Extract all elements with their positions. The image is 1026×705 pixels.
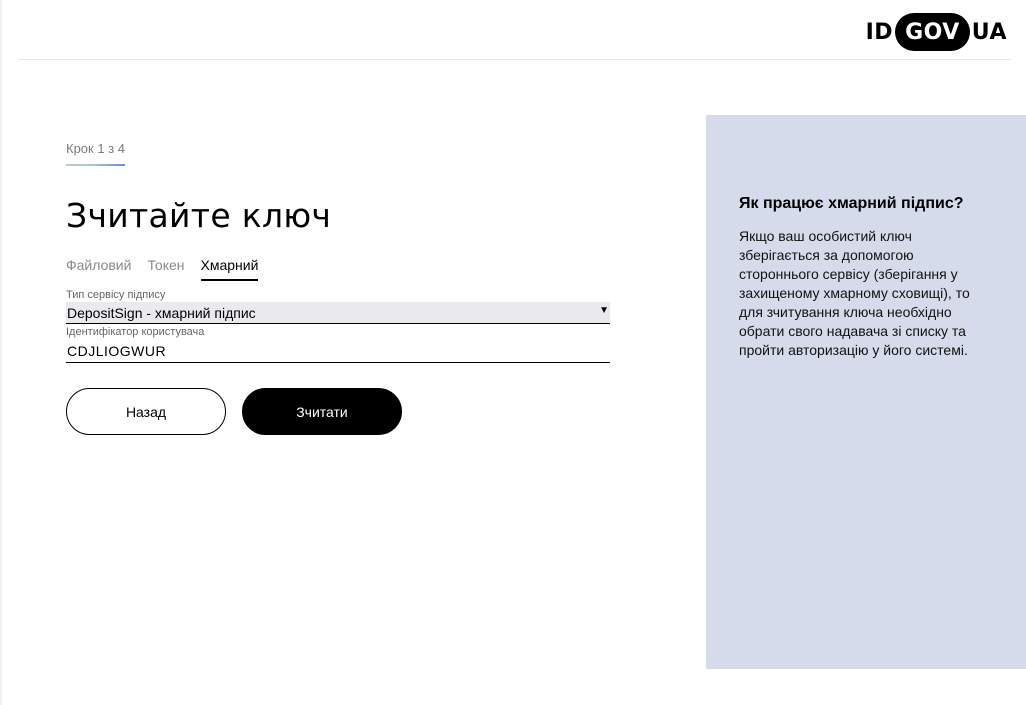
service-type-value: DepositSign - хмарний підпис <box>67 304 256 321</box>
read-button[interactable]: Зчитати <box>242 388 402 435</box>
tab-token[interactable]: Токен <box>147 257 185 273</box>
tab-cloud[interactable]: Хмарний <box>201 257 259 281</box>
info-panel <box>706 115 1026 669</box>
page-edge <box>0 0 2 705</box>
header <box>18 0 1011 60</box>
service-type-label: Тип сервісу підпису <box>66 289 166 301</box>
info-text: Якщо ваш особистий ключ зберігається за допомогою стороннього сервісу (зберігання у захищеному хмарному сховищі), то для зчитування ключа необхідно обрати свого надавача зі списку та пройти авторизацію у його системі. <box>739 228 970 358</box>
back-button[interactable]: Назад <box>66 388 226 435</box>
user-id-input[interactable] <box>66 339 610 363</box>
key-reading-form <box>66 140 610 435</box>
info-title: Як працює хмарний підпис? <box>739 195 964 212</box>
id-gov-ua-logo[interactable] <box>866 13 1007 51</box>
user-id-value: CDJLIOGWUR <box>67 342 167 359</box>
service-type-select[interactable] <box>66 302 610 324</box>
step-indicator: Крок 1 з 4 <box>66 141 125 166</box>
tab-file[interactable]: Файловий <box>66 257 132 273</box>
logo-ua-text: UA <box>971 19 1007 45</box>
form-buttons <box>66 388 610 435</box>
dropdown-arrow-icon: ▼ <box>599 305 609 316</box>
logo-gov-pill: GOV <box>895 13 970 51</box>
user-id-label: Ідентифікатор користувача <box>66 326 205 338</box>
logo-id-text: ID <box>865 19 894 45</box>
page-title: Зчитайте ключ <box>66 196 332 235</box>
key-type-tabs <box>66 257 610 281</box>
